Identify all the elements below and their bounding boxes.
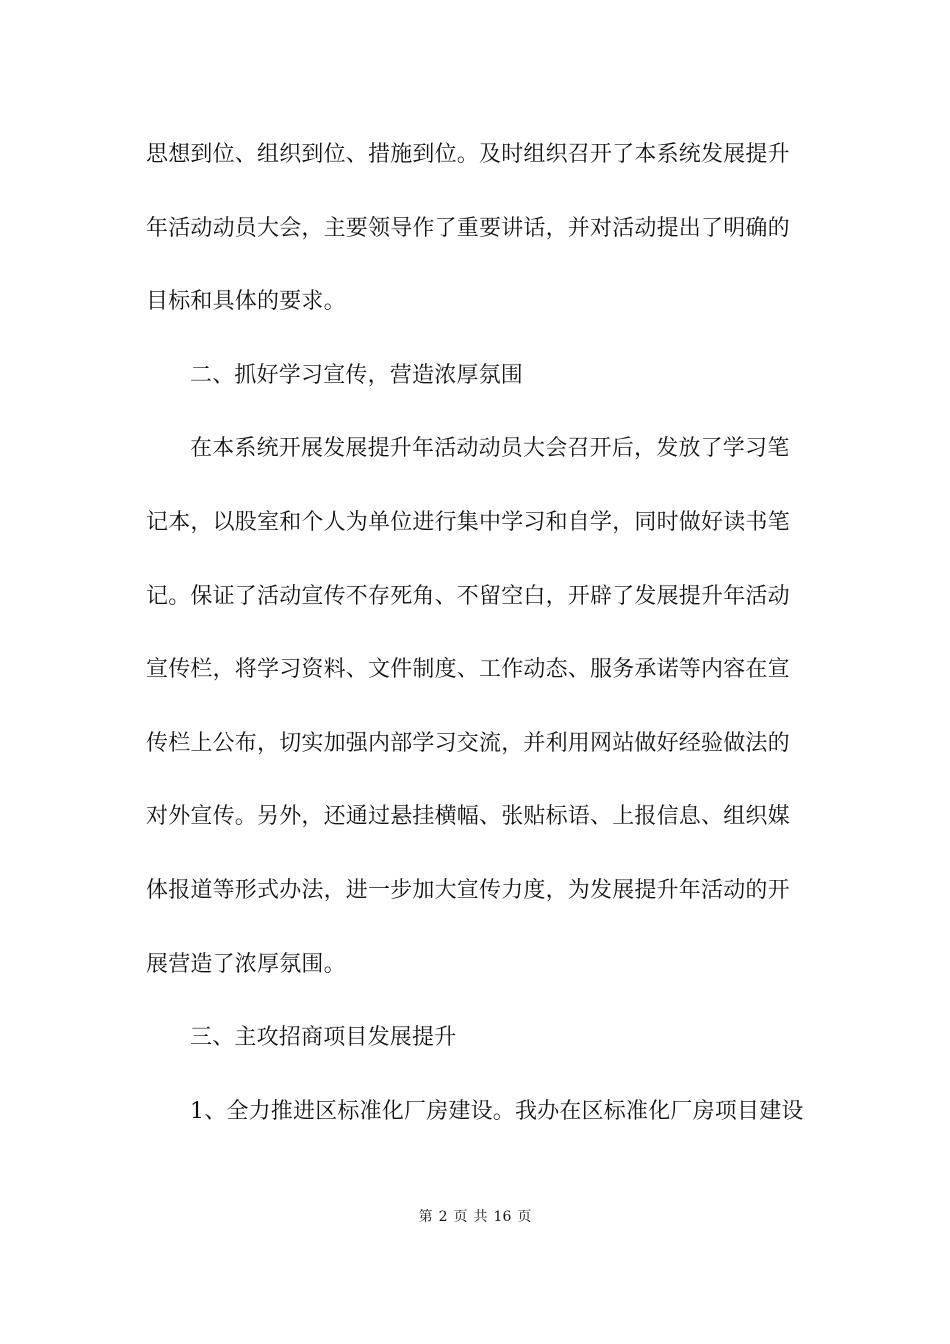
text-line: 记本，以股室和个人为单位进行集中学习和自学，同时做好读书笔 bbox=[146, 509, 790, 535]
footer-page-number: 2 bbox=[438, 1209, 448, 1225]
footer-page-unit: 页 bbox=[453, 1209, 468, 1225]
text-line: 对外宣传。另外，还通过悬挂横幅、张贴标语、上报信息、组织媒 bbox=[146, 804, 790, 830]
footer-total-unit: 页 bbox=[517, 1209, 532, 1225]
text-line: 记。保证了活动宣传不存死角、不留空白，开辟了发展提升年活动 bbox=[146, 583, 790, 609]
text-line: 1、全力推进区标准化厂房建设。我办在区标准化厂房项目建设 bbox=[190, 1098, 804, 1124]
text-line: 传栏上公布，切实加强内部学习交流，并利用网站做好经验做法的 bbox=[146, 730, 790, 756]
section-heading-2: 二、抓好学习宣传，营造浓厚氛围 bbox=[190, 362, 524, 388]
page-footer bbox=[0, 1206, 950, 1226]
document-body bbox=[146, 132, 806, 1162]
text-line: 思想到位、组织到位、措施到位。及时组织召开了本系统发展提升 bbox=[146, 142, 790, 167]
text-line: 在本系统开展发展提升年活动动员大会召开后，发放了学习笔 bbox=[190, 436, 790, 462]
text-line: 目标和具体的要求。 bbox=[146, 289, 346, 315]
text-line: 宣传栏，将学习资料、文件制度、工作动态、服务承诺等内容在宣 bbox=[146, 657, 790, 683]
text-line: 年活动动员大会，主要领导作了重要讲话，并对活动提出了明确的 bbox=[146, 215, 790, 241]
section-heading-3: 三、主攻招商项目发展提升 bbox=[190, 1025, 457, 1051]
footer-page-label: 第 bbox=[418, 1209, 433, 1225]
text-line: 展营造了浓厚氛围。 bbox=[146, 951, 346, 977]
footer-total-label: 共 bbox=[473, 1209, 488, 1225]
text-line: 体报道等形式办法，进一步加大宣传力度，为发展提升年活动的开 bbox=[146, 877, 790, 903]
footer-total-pages: 16 bbox=[493, 1209, 512, 1225]
